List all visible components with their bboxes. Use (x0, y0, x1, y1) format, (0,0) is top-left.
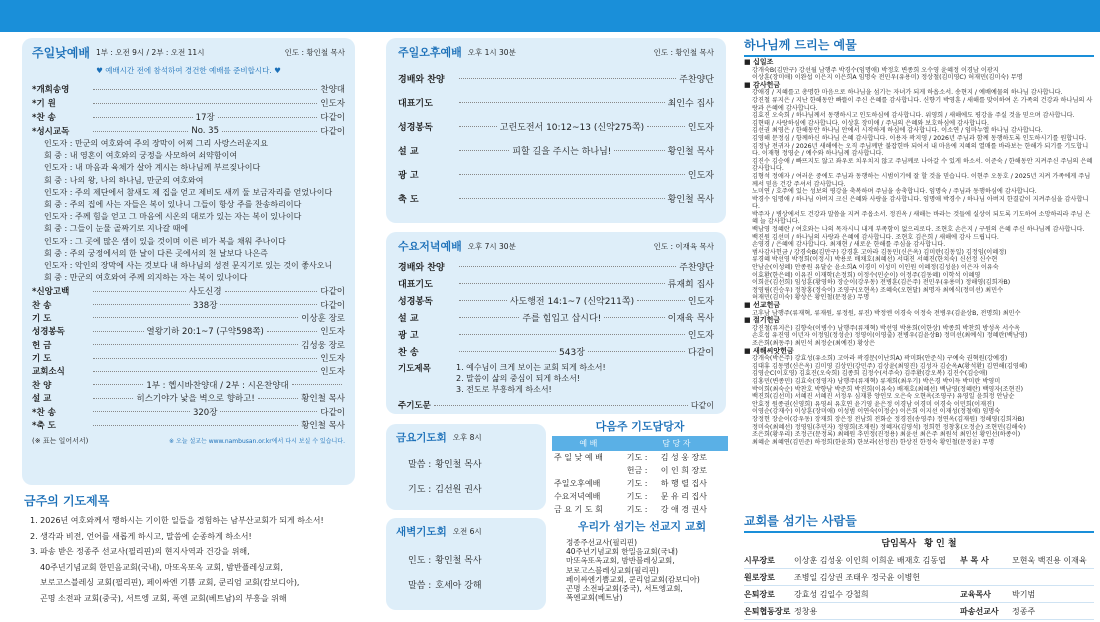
offering-line: 이효환(한은혜) 이유진 이재학(손정희) 이정수(민순이) 이정주(김동혜) 이학석 이혜영 (752, 271, 981, 279)
offering-line: 조은희(황우리) 조정근(문정록) 최혜원 추민정(진정용) 최윤선 최은주 최원석 최인선 황인선(하종이) (752, 431, 1021, 439)
order-label: 설 교 (32, 394, 52, 405)
table-row (552, 477, 728, 490)
lords-prayer-label: 주기도문 (398, 401, 431, 411)
duty-service (552, 464, 625, 477)
order-right: 인도자 (687, 170, 714, 181)
friday-sermon: 황인철 목사 (435, 460, 482, 470)
sunday-morning-notice: ♥ 예배시간 전에 참석하여 경건한 예배를 준비합시다. ♥ (96, 66, 281, 75)
afternoon-leader: 인도 : 황인철 목사 (653, 47, 714, 57)
responsive-line: 인도자 : 내 마음과 육체가 살아 계시는 하나님께 부르짖나이다 (44, 163, 261, 173)
duty-service: 주일오후예배 (554, 479, 601, 488)
prayer-item: 2. 생각과 비전, 언어를 새롭게 하시고, 말씀에 순종하게 하소서! (30, 531, 252, 541)
order-mid: No. 35 (191, 126, 219, 136)
offering-sections (744, 59, 1094, 446)
mission-line: 보로고스블레싱교회(필리핀) (566, 565, 659, 575)
offering-head: ■ 선교헌금 (744, 301, 781, 309)
staff-names: 이상훈 김성웅 이인희 이희운 배재호 김동엽 (794, 555, 946, 565)
web-note: ※ 오늘 설교는 www.nambusan.or.kr에서 다시 보실 수 있습니다. (169, 438, 345, 446)
order-row (32, 405, 345, 418)
order-mid: 고린도전서 10:12~13 (신약275쪽) (499, 122, 645, 133)
wednesday-title: 수요저녁예배 (398, 240, 462, 253)
order-row (398, 138, 714, 162)
wednesday-panel (386, 232, 726, 414)
prayer-item: 1. 2026년 여호와께서 행하시는 기이한 일들을 경험하는 남부산교회가 되게 하소서! (30, 516, 324, 525)
dawn-sermon-label: 말씀 : (408, 581, 432, 591)
offering-line: 김선권 최영은 / 한해동안 하나님 안에서 시작하게 하심에 감사합니다. 이소연 / 임마누엘 하나님 감사합니다. (752, 127, 1043, 135)
order-label: 찬 양 (32, 380, 52, 391)
next-week-duty (552, 418, 728, 516)
order-label: 성경봉독 (398, 297, 433, 307)
order-rows (32, 82, 345, 138)
staff-row (744, 552, 1094, 569)
duty-name: 이 인 희 장로 (660, 466, 708, 475)
mission-line: 40주년기념교회 한밀음교회(국내) (566, 547, 678, 557)
order-row (398, 326, 714, 343)
order-row (32, 365, 345, 378)
dawn-lead-label: 인도 : (408, 556, 432, 566)
order-label: *찬 송 (32, 407, 56, 418)
duty-table (552, 436, 728, 516)
offering-line: 박주자 / 병상에서도 건강과 말씀을 지켜 주옵소서. 정진옥 / 새해는 바라는 것들에 실상이 되도록 기도하여 소망하리라 주님 은혜 늘 감사합니다. (752, 210, 1091, 226)
order-label: *기 원 (32, 99, 56, 109)
responsive-line: 회 중 : 내 영혼이 여호와의 궁정을 사모하여 쇠약함이여 (44, 151, 238, 161)
order-row (398, 292, 714, 309)
offering-line: 박경수 임명애 / 하나님 아버지 크신 은혜와 사랑을 감사합니다. 임명애 박경수 / 하나님 아버지 한결같이 지켜주심을 감사합니다. (752, 195, 1089, 211)
order-row (32, 284, 345, 297)
order-label: 경배와 찬양 (398, 263, 445, 273)
order-right: 이상훈 장로 (301, 313, 345, 324)
offering-line: 안효정 원종권(신영희) 유영쇠 유호연 윤기영 윤은정 이경남 이경미 이경숙 이민희(이재진) (752, 400, 995, 408)
order-right: 다같이 (320, 113, 346, 123)
order-rows-2 (32, 284, 345, 431)
friday-panel (386, 424, 546, 510)
mission-line: 마또옥또옥교회, 밤반블레싱교회, (566, 556, 675, 566)
order-label: 대표기도 (398, 98, 433, 109)
staff-row (744, 603, 1094, 620)
sunday-morning-leader: 인도 : 황인철 목사 (284, 48, 345, 57)
offering-line: 백진원 김선미 / 하나님의 사랑과 은혜에 감사합니다. 조현호 김은희 / 새해에 감사 드립니다. (752, 233, 999, 241)
order-right: 이재육 목사 (667, 314, 715, 324)
dawn-time: 오전 6시 (452, 527, 482, 536)
order-row (32, 311, 345, 324)
staff-names: 박기범 (1012, 589, 1036, 599)
offering-line: 백남영 정혜란 / 여호와는 나의 목자시니 내게 부족함이 없으리로다. 조현호 손은지 / 구원의 은혜 주신 하나님께 감사합니다. (752, 226, 1085, 234)
order-mid: 사도행전 14:1~7 (신약211쪽) (509, 297, 635, 307)
order-row (398, 275, 714, 292)
order-mid: 1부 : 헵시바찬양대 / 2부 : 시온찬양대 (146, 380, 289, 391)
staff-title: 교회를 섬기는 사람들 (744, 514, 857, 528)
order-label: 기 도 (32, 354, 52, 365)
offering-line: 이희운(김선희) 임성훈(황영하) 장순이(강우동) 전병훈(김은주) 전민우(유용미) 정해영(김희자B) (752, 279, 1011, 287)
order-label: 경배와 찬양 (398, 74, 445, 85)
duty-header: 담 당 자 (625, 436, 728, 451)
order-right: 주찬양단 (679, 263, 714, 273)
offering-line: 이영순(강재수) 이상훈(장미애) 이성범 이연숙(이정순) 이은희 이지선 이재성(정철애) 임명숙 (752, 408, 1001, 416)
order-label: 대표기도 (398, 280, 433, 290)
table-row (552, 490, 728, 503)
offerings-title: 하나님께 드리는 예물 (744, 38, 857, 52)
duty-name: 김 성 웅 장로 (660, 453, 708, 462)
order-row (398, 343, 714, 360)
order-row (398, 309, 714, 326)
sunday-afternoon-panel (386, 38, 726, 223)
offering-line: 고후남 남행주(류재혁, 류재원, 류정원, 류진) 박정엔 이경숙 이정숙 전병우(김윤상B, 전명희) 최민수 (752, 309, 1021, 317)
duty-name: 하 행 렬 집사 (660, 479, 708, 488)
missions-title: 우리가 섬기는 선교지 교회 (577, 520, 707, 533)
offering-line: 노미연 / 호주에 있는 성보의 평강을 축복하며 주님을 송축합니다. 임명숙 / 주님과 동행하심에 감사합니다. (752, 188, 1037, 196)
order-row (398, 186, 714, 210)
prayer-item: 3. 파송 받은 정종주 선교사(필리핀)의 현지사역과 건강을 위해, (30, 547, 250, 556)
staff-names: 강효성 김일수 강철희 (794, 589, 869, 599)
order-row (32, 418, 345, 431)
duty-role: 기도 : (626, 505, 648, 514)
order-mid: 히스기야가 낯을 벽으로 향하고! (136, 394, 255, 405)
offering-line: 정미숙(최혜선) 정영임(추민자) 정영희(조재원) 정혜자(김영석) 정희헌 정창홍(오정순) 조현민(김해숙) (752, 423, 1026, 431)
order-row (32, 351, 345, 364)
order-mid: 338장 (192, 300, 218, 311)
order-mid: 17장 (195, 113, 215, 123)
order-mid: 열왕기하 20:1~7 (구약598쪽) (146, 327, 264, 338)
offering-line: 강개숙(박은주) 강효성(유소희) 고아라 곽경문(이난희A) 곽미화(안준식) 구예숙 권혁원(강예경) (752, 355, 1008, 363)
afternoon-time: 오후 1시 30분 (467, 47, 516, 57)
order-right: 황인철 목사 (301, 421, 345, 432)
mission-line: 페이싸엔기쁨교회, 쿤리엄교회(캄보디아) (566, 574, 700, 584)
order-label: 성경봉독 (398, 122, 433, 133)
staff (744, 512, 1094, 620)
staff-row (744, 586, 1094, 603)
order-right: 황인철 목사 (667, 146, 715, 157)
table-row (552, 451, 728, 464)
order-label: 기 도 (32, 313, 52, 324)
prayer-item: 보로고스블레싱 교회(필리핀), 페이싸엔 기쁨 교회, 쿤리엄 교회(캄보디아), (40, 578, 300, 587)
staff-names: 조병일 김상권 조태우 정국윤 이병헌 (794, 572, 921, 582)
duty-role: 기도 : (626, 479, 648, 488)
order-label: *신앙고백 (32, 287, 70, 298)
order-right: 다같이 (320, 407, 346, 418)
order-right: 인도자 (687, 122, 714, 133)
offering-line: 류경혜 박선영 박정희(이정시) 박용로 배채호(최혜선) 서대진 서혜진(한치숙) 신선정 신수현 (752, 256, 998, 264)
offering-line: 조은희(최동주) 최민석 최정순(최예진) 황상은 (752, 339, 876, 347)
responsive-line: 인도자 : 만군의 여호와여 주의 장막이 어찌 그리 사랑스러운지요 (44, 139, 268, 148)
responsive-line: 회 중 : 그들이 눈물 골짜기로 지나갈 때에 (44, 224, 189, 234)
order-row (398, 66, 714, 90)
order-right: 류재희 집사 (667, 280, 714, 290)
order-row (32, 82, 345, 96)
responsive-line: 회 중 : 만군의 여호와여 주께 의지하는 자는 복이 있나이다 (44, 273, 248, 283)
next-week-title: 다음주 기도담당자 (595, 420, 685, 433)
order-right: 다같이 (320, 127, 345, 137)
offering-line: 범사감사헌금 / 강경숙B(김만구) 강경훈 고아라 김동민(신은옥) 김미란(김동일) 김정임(이혜정) (752, 248, 1007, 256)
friday-title: 금요기도회 (396, 432, 447, 444)
responsive-line: 인도자 : 주께 힘을 얻고 그 마음에 시온의 대로가 있는 자는 복이 있나이다 (44, 212, 302, 222)
order-label: *개회송영 (32, 85, 70, 95)
order-row (32, 392, 345, 405)
order-right: 다같이 (687, 348, 714, 358)
offering-line: 정영림(진승우) 정창홍(정숙이) 조영구(오현옥) 조혜숙(오현달) 최명자 최예식(정미선) 최민수 (752, 286, 1004, 294)
staff-role: 은퇴장로 (744, 589, 775, 599)
offering-line: 강개숙B(김만구) 강선월 남행주 박경수(임명애) 박정호 변종희 오수영 윤혜정 이경남 이광지 (752, 66, 999, 74)
staff-role: 은퇴협동장로 (744, 606, 791, 616)
offering-head: ■ 절기헌금 (744, 316, 781, 325)
dawn-panel (386, 518, 546, 610)
duty-name: 문 유 리 집사 (660, 492, 708, 501)
order-label: 성경봉독 (32, 327, 65, 338)
order-row (398, 90, 714, 114)
wednesday-prayer: 3. 전도로 부흥하게 하소서! (456, 385, 552, 394)
order-right: 찬양대 (320, 85, 345, 95)
responsive-reading (32, 138, 345, 284)
order-right: 최인수 집사 (667, 98, 714, 109)
friday-time: 오후 8시 (452, 433, 482, 442)
duty-name: 강 애 경 권사 (660, 505, 708, 514)
order-right: 인도자 (687, 297, 715, 307)
order-row (32, 325, 345, 338)
dawn-sermon: 호세아 강해 (435, 581, 482, 591)
table-row (552, 464, 728, 477)
order-right: 인도자 (320, 99, 345, 109)
sunday-morning-times: 1부 : 오전 9시 / 2부 : 오전 11시 (95, 48, 205, 57)
wednesday-prayer: 1. 예수님이 크게 보이는 교회 되게 하소서! (456, 363, 606, 372)
order-row (32, 110, 345, 124)
duty-role: 헌금 : (626, 466, 648, 475)
order-label: 광 고 (398, 170, 419, 181)
table-row (552, 503, 728, 516)
staff-rows (744, 552, 1094, 620)
order-label: *찬 송 (32, 113, 56, 123)
order-label: *축 도 (32, 421, 56, 432)
lords-prayer-right: 다같이 (690, 400, 714, 410)
order-row (398, 162, 714, 186)
order-mid: 543장 (559, 348, 585, 358)
friday-sermon-label: 말씀 : (408, 460, 432, 470)
wednesday-prayer-label: 기도제목 (398, 364, 431, 374)
responsive-line: 인도자 : 주의 제단에서 참새도 제 집을 얻고 제비도 새끼 둘 보금자리를 얻었나이다 (44, 187, 333, 197)
offering-line: 김현태 / 사랑하심에 감사합니다. 이상훈 장미애 / 주님의 은혜와 보호하심에 감사합니다. (752, 119, 989, 127)
offering-line: 김대휴 김동명(신은옥) 김미영 김상민(강민주) 김상윤(최영진) 김성자 김순옥A(황석환) 김연해(김영해) (752, 362, 1028, 370)
order-label: 교회소식 (32, 367, 65, 378)
order-right: 다같이 (320, 287, 345, 298)
staff-role: 원로장로 (744, 572, 775, 582)
duty-role: 기도 : (626, 492, 648, 501)
dawn-title: 새벽기도회 (396, 526, 447, 538)
offering-line: 이상훈(장미애) 이완섭 이은지 이은희A 임명숙 전민우(유용미) 정상철(김미영C) 허재민(김미숙) 무명 (752, 74, 1023, 82)
stand-footnote: (※ 표는 일어서서) (32, 436, 89, 445)
offering-head: ■ 감사헌금 (744, 80, 781, 89)
wednesday-time: 오후 7시 30분 (467, 241, 516, 251)
offering-line: 김진수 김승애 / 빠뜨지도 않고 좌우로 치우치지 않고 주님께로 나아갈 수 있게 하소서. 이준숙 / 한해동안 지켜주신 주님의 은혜 감사합니다. (752, 157, 1093, 173)
order-right: 황인철 목사 (301, 394, 345, 405)
wednesday-leader: 인도 : 이재육 목사 (653, 241, 714, 251)
offering-head: ■ 새해씨앗헌금 (744, 346, 794, 355)
mission-line: 폭엔교회(베트남) (566, 593, 623, 603)
order-right: 인도자 (687, 331, 714, 341)
offering-line: 김영해 문정심 / 항께하신 하나님 은혜 감사합니다. 이용자 곽지영 / 2026년 주님과 함께 동행하도록 인도하시기를 원합니다. (752, 134, 1087, 142)
order-row (398, 258, 714, 275)
pastor-name: 황 인 철 (924, 539, 957, 549)
offering-line: 강애경 / 지혜를고 총명한 마음으로 하나님을 섬기는 자녀가 되게 하옵소서. 송현지 / 예배예물의 하나님 감사합니다. (752, 89, 1063, 97)
prayer-item: 40주년기념교회 한민음교회(국내), 마또옥또옥 교회, 밤반플레싱교회, (40, 562, 283, 572)
afternoon-rows (398, 66, 714, 210)
order-right: 주찬양단 (679, 74, 714, 85)
order-row (32, 96, 345, 110)
order-right: 인도자 (320, 367, 345, 378)
order-label: 설 교 (398, 314, 419, 324)
order-right: 황인철 목사 (667, 194, 714, 205)
responsive-line: 회 중 : 주의 집에 사는 자들은 복이 있나니 그들이 항상 주를 찬송하리이다 (44, 200, 302, 210)
order-mid: 주를 힘입고 삽시다! (522, 314, 602, 324)
offering-line: 강진철(류지은) 김향숙(이병수) 남행주(류재혁) 박선영 박용희(이한상) 박종희 박찬희 방성옥 서수옥 (752, 324, 1021, 332)
order-label: 찬 송 (398, 348, 419, 358)
duty-service: 주 일 낮 예 배 (554, 453, 603, 462)
order-right: 인도자 (320, 327, 345, 338)
order-mid: 320장 (192, 407, 218, 418)
offering-line: 허재민(김미숙) 황상은 황인철(문정윤) 무명 (752, 294, 870, 302)
friday-prayer: 김선원 권사 (435, 485, 482, 495)
staff-role: 시무장로 (744, 555, 775, 565)
duty-service: 금 요 기 도 회 (554, 505, 603, 514)
order-label: 헌 금 (32, 340, 52, 351)
offering-line: 김형석 정애자 / 여러운 중에도 주님과 동행하는 시범이기에 잘 할 것을 믿습니다. 이현주 오동호 / 2025년 지켜 가족에게 주님께서 믿음 건강 주셔서 감사합니다. (752, 172, 1091, 188)
duty-role: 기도 : (626, 453, 648, 462)
staff-names: 정종주 (1012, 606, 1036, 616)
offering-line: 안남순(이성혜) 안종원 유달순 윤소희A 이경미 이성미 이인원 이혜정(김성윤) 이은자 이유숙 (752, 264, 999, 272)
order-label: 설 교 (398, 146, 419, 157)
order-label: 찬 송 (32, 300, 52, 311)
prayer-item: 곤명 소전파 교회(중국), 서트엥 교회, 폭엔 교회(베트남)의 부흥을 위해 (40, 593, 287, 603)
responsive-line: 인도자 : 그 곳에 많은 샘이 있을 것이며 이른 비가 복을 채워 주나이다 (44, 236, 286, 246)
responsive-line: 회 중 : 나의 왕, 나의 하나님, 만군의 여호와여 (44, 175, 204, 185)
responsive-line: 인도자 : 악인의 장막에 사는 것보다 내 하나님의 성전 문지기로 있는 것이 좋사오니 (44, 261, 333, 271)
order-row (32, 378, 345, 391)
order-right: 다같이 (320, 300, 346, 311)
staff-role: 파송선교사 (960, 606, 999, 616)
afternoon-title: 주일오후예배 (398, 46, 462, 59)
duty-header: 예 배 (552, 436, 625, 451)
order-right: 김성웅 장로 (301, 340, 345, 351)
order-row (32, 338, 345, 351)
responsive-line: 회 중 : 주의 궁정에서의 한 날이 다른 곳에서의 천 날보다 나은즉 (44, 248, 268, 258)
order-label: 광 고 (398, 331, 419, 341)
wednesday-prayer: 2. 말씀이 삶의 중심이 되게 하소서! (456, 374, 581, 383)
offerings (744, 36, 1094, 506)
sunday-morning-title: 주일낮예배 (32, 46, 90, 60)
order-right: 인도자 (320, 354, 345, 365)
offering-line: 김효진 오숙희 / 하나님께서 동행하시고 인도하심에 감사합니다. 위영희 / 새해에도 평강을 주실 것을 믿으며 감사합니다. (752, 112, 1075, 120)
prayer-topics-title: 금주의 기도제목 (24, 494, 110, 508)
order-label: *성시교독 (32, 127, 70, 137)
friday-prayer-label: 기도 : (408, 485, 432, 495)
offering-line: 박이희(최숙순) 박찬호 박향남 박준희 박진희(이유숙) 배재호(최혜선) 백남영(정혜란) 백영자(조현진) (752, 385, 1024, 393)
offering-line: 백진희(김선미) 서혜진 서혜진 서정우 심재룡 양인모 오은숙 오현옥(조영구) 유영일 윤희정 안남순 (752, 393, 1015, 401)
staff-names: 정창용 (794, 606, 818, 616)
order-mid: 피할 길을 주시는 하나님! (512, 146, 612, 157)
dawn-lead: 황인철 목사 (435, 556, 482, 566)
offering-line: 손호섭 유진영 이년자 이정임(정성순) 정영이(이영출) 전병우(김윤상B) 정미선(최예식) 정혜란(백남영) (752, 332, 1028, 340)
offering-line: 장정헌 장순이(강우동) 장재희 장은정 전남희 전화순 정경진(송영주) 정연옥(김재원) 정해영(김희자B) (752, 415, 1025, 423)
mission-line: 곤명 소전파교회(중국), 서트엥교회, (566, 584, 683, 594)
order-row (32, 124, 345, 138)
order-mid: 사도신경 (188, 287, 222, 298)
wednesday-rows (398, 258, 714, 360)
order-row (398, 114, 714, 138)
pastor-label: 담임목사 (881, 539, 917, 549)
offering-line: 손영경 / 은혜에 감사합니다. 최재현 / 새로운 한해를 주심을 감사합니다. (752, 241, 946, 249)
prayer-topics (24, 492, 364, 606)
staff-names: 모현욱 백진용 이재육 (1012, 555, 1087, 565)
offering-line: 김정남 전귀자 / 2026년 새해에는 오직 주님께만 불잡힌바 되어서 내 마음에 지혜의 열매를 바라보는 한해가 되기를 기도합니다. 이재형 정영순 / 예수와 하나님께 감사합니다. (752, 142, 1089, 158)
offering-line: 강진철 류지은 / 지난 한해동안 빠뜰이 주신 은혜를 감사합니다. 신향기 박영훈 / 새해를 맞이하여 온 가족의 건강과 하나님의 사랑과 은혜에 감사합니다. (752, 96, 1093, 112)
offering-line: 김영순C(이호영) 김효진(오숙희) 김종희 김정수(서주숙) 김주환(강오복) 김진수(김승애) (752, 370, 988, 378)
duty-service: 수요저녁예배 (554, 492, 601, 501)
offering-line: 최혜순 최혜연(김민준) 하정희(한윤희) 한보라(선정진) 한상진 한정숙 황인철(문정윤) 무명 (752, 438, 995, 446)
staff-role: 부 목 사 (960, 555, 989, 565)
staff-row (744, 569, 1094, 586)
mission-line: 정종주선교사(필리핀) (566, 538, 638, 547)
missions (556, 518, 728, 602)
sunday-morning-panel (22, 38, 355, 485)
offering-line: 김홍민(변종민) 김효숙(정영자) 남행주(류재혁) 류재희(최우기) 박은경 박이득 박미란 박영미 (752, 377, 1001, 385)
top-banner (0, 0, 1100, 32)
staff-role: 교육목사 (960, 589, 991, 599)
offering-head: ■ 십일조 (744, 58, 774, 66)
order-row (32, 298, 345, 311)
order-label: 축 도 (398, 194, 419, 205)
